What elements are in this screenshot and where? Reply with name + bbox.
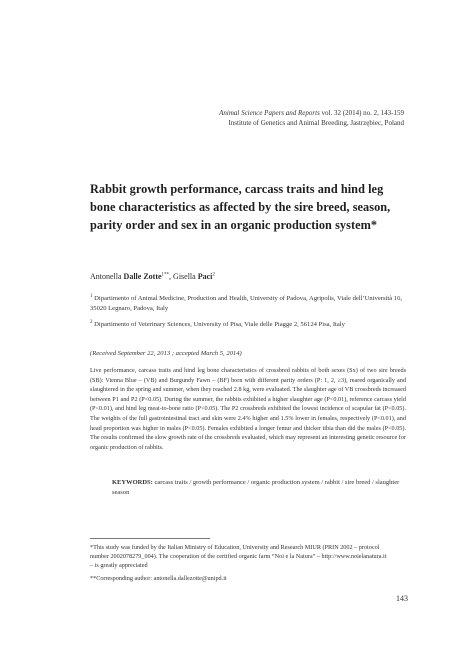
- affiliation-1: [90, 294, 410, 313]
- author2-given-name: Gisella: [173, 272, 198, 281]
- journal-citation: [74, 108, 404, 118]
- author2-superscript: 2: [212, 272, 215, 278]
- author2-surname: Paci: [197, 272, 213, 281]
- publisher-line: Institute of Genetics and Animal Breeding, Jastrzębiec, Poland: [228, 119, 404, 127]
- footnote-divider: [90, 538, 210, 539]
- keywords-text: carcass traits / growth performance / organic production system / rabbit / sire breed / slaughter season: [112, 479, 400, 496]
- affiliation-2-number: 2: [90, 319, 93, 325]
- journal-volume: vol. 32 (2014) no. 2, 143-159: [319, 109, 404, 117]
- affiliation-1-number: 1: [90, 293, 93, 299]
- author-separator: ,: [169, 272, 174, 281]
- author1-given-name: Antonella: [90, 272, 124, 281]
- author1-surname: Dalle Zotte: [123, 272, 162, 281]
- author-list: [90, 271, 215, 283]
- keywords-block: [112, 478, 406, 497]
- received-dates: (Received September 22, 2013 ; accepted March 5, 2014): [90, 350, 242, 357]
- abstract-text: Live performance, carcass traits and hind leg bone characteristics of crossbred rabbits of both sexes (Sx) of two sire breeds (SB): Vienna Blue – (VB) and Burgundy Fawn – (BF) born with different parity orders (P: 1, 2, ≥3), reared organically and slaughtered in the spring and summer, when they reached 2.8 kg, were evaluated. The slaughter age of VB crossbreds increased between P1 and P2 (P<0.05). During the summer, the rabbits exhibited a higher slaughter age (P<0.01), reference carcass yield (P<0.01), and hind leg meat-to-bone ratio (P<0.05). The P2 crossbreds exhibited the lowest incidence of scapular fat (P<0.05). The weights of the full gastrointestinal tract and skin were 2.4% higher and 1.5% lower in females, respectively (P<0.01), and head proportion was higher in males (P<0.05). Females exhibited a longer femur and thicker tibia than did the males (P<0.05). The results confirmed the slow growth rate of the crossbreds evaluated, which may represent an interesting genetic resource for organic production of rabbits.: [90, 367, 406, 451]
- author1-superscript: 1**: [161, 272, 170, 278]
- keywords-label: KEYWORDS:: [112, 479, 153, 486]
- page-number: 143: [396, 594, 408, 603]
- affiliation-2: [90, 320, 410, 330]
- journal-header: [74, 108, 404, 128]
- affiliation-1-text: Dipartimento of Animal Medicine, Production and Health, University of Padova, Agripolis, Viale dell’Università 16, 35020 Legnaro, Padova, Italy: [90, 295, 403, 312]
- paper-title: Rabbit growth performance, carcass traits and hind leg bone characteristics as affected by the sire breed, season, parity order and sex in an organic production system*: [90, 182, 391, 232]
- affiliation-2-text: Dipartimento of Veterinary Sciences, University of Pisa, Viale delle Piagge 2, 56124 Pisa, Italy: [94, 321, 345, 328]
- journal-name: Animal Science Papers and Reports: [219, 109, 320, 117]
- footnote-funding: *This study was funded by the Italian Ministry of Education, University and Research MIUR (PRIN 2002 – protocol number 2002078279_004). The cooperation of the certified organic farm “Noi e la Natura” – http://www.noielanatura.it – is greatly appreciated: [90, 544, 387, 570]
- footnote-corresponding-author: **Corresponding author: antonella.dallezotte@unipd.it: [90, 575, 227, 582]
